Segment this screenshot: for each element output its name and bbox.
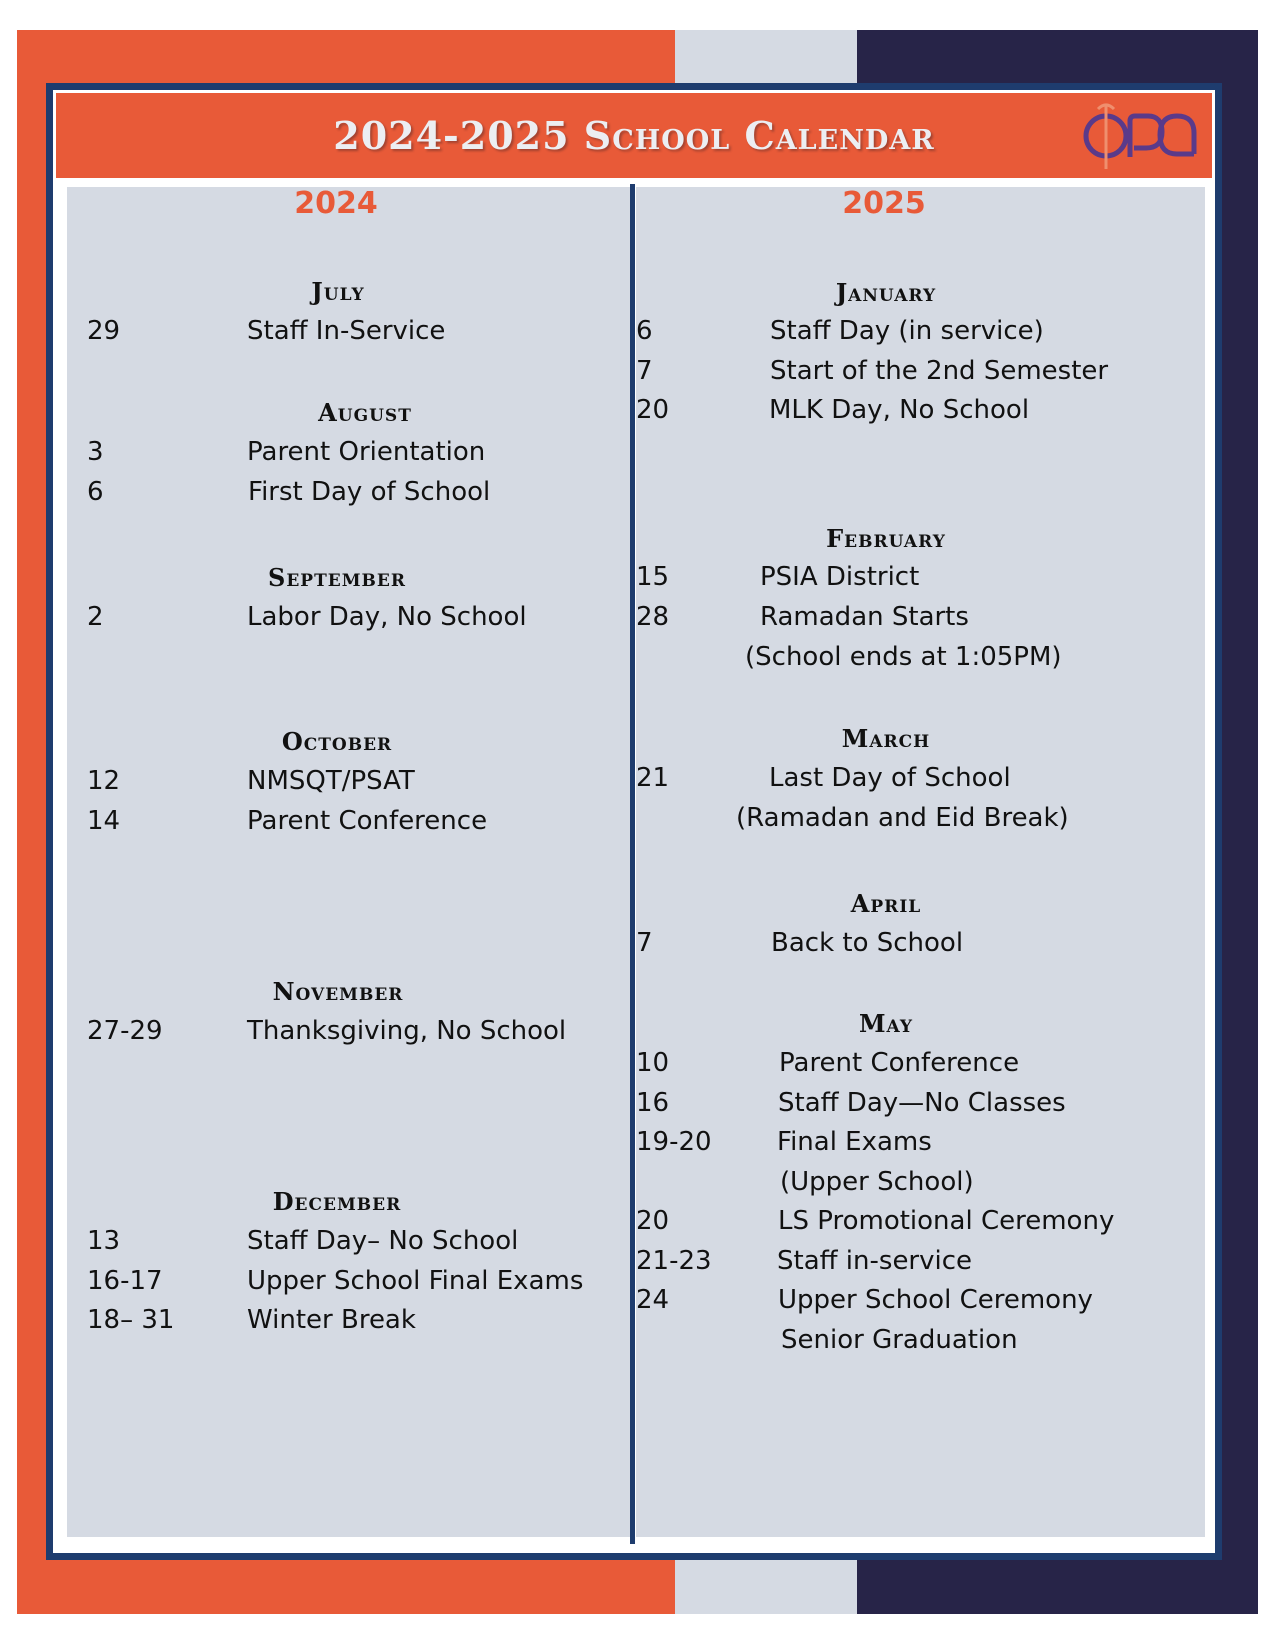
event-date: 6 [87,477,104,507]
event-date: 18– 31 [87,1305,175,1335]
event-date: 3 [87,437,104,467]
month-heading-december: December [272,1187,402,1216]
event-date: 27-29 [87,1016,163,1046]
event-note: (School ends at 1:05PM) [745,642,1062,672]
event-date: 28 [636,602,670,632]
event-description: Upper School Final Exams [247,1266,584,1296]
month-heading-february: February [826,524,946,553]
event-description: Staff Day– No School [247,1226,519,1256]
event-description: Ramadan Starts [760,602,969,632]
column-divider [630,184,635,1544]
event-date: 24 [636,1285,670,1315]
event-date: 13 [87,1226,121,1256]
month-heading-january: January [835,278,937,307]
event-description: Start of the 2nd Semester [770,356,1109,386]
month-heading-august: August [318,398,412,427]
event-note: Senior Graduation [781,1325,1018,1355]
event-description: Staff In-Service [247,316,446,346]
event-description: Staff Day (in service) [770,316,1044,346]
event-description: Parent Conference [247,806,488,836]
event-date: 19-20 [636,1127,712,1157]
event-date: 14 [87,806,121,836]
event-date: 20 [636,395,670,425]
month-heading-october: October [281,727,393,756]
event-description: Parent Conference [779,1048,1020,1078]
event-description: Staff Day—No Classes [778,1088,1066,1118]
event-date: 20 [636,1206,670,1236]
event-description: Staff in-service [777,1246,973,1276]
event-description: MLK Day, No School [769,395,1030,425]
event-date: 16 [636,1088,670,1118]
month-heading-may: May [858,1009,914,1038]
calendar-header [56,93,1212,178]
event-date: 10 [636,1048,670,1078]
event-description: Final Exams [777,1127,932,1157]
event-date: 12 [87,766,121,796]
event-description: First Day of School [248,477,491,507]
page-title: 2024-2025 School Calendar [333,113,935,158]
event-description: Back to School [771,928,964,958]
event-description: Winter Break [247,1305,416,1335]
event-date: 6 [636,316,653,346]
event-description: Labor Day, No School [247,602,527,632]
event-description: NMSQT/PSAT [247,766,415,796]
month-heading-march: March [841,724,931,753]
event-description: Thanksgiving, No School [247,1016,567,1046]
event-note: (Upper School) [780,1167,974,1197]
event-date: 15 [636,562,670,592]
event-date: 7 [636,356,653,386]
year-heading-2025: 2025 [842,186,926,221]
event-date: 7 [636,928,653,958]
event-date: 21 [636,763,670,793]
event-date: 16-17 [87,1266,163,1296]
event-description: Last Day of School [769,763,1011,793]
month-heading-september: September [268,563,406,592]
month-heading-july: July [311,277,365,306]
month-heading-april: April [850,889,922,918]
event-date: 29 [87,316,121,346]
event-description: Upper School Ceremony [778,1285,1093,1315]
event-description: Parent Orientation [247,437,486,467]
event-date: 21-23 [636,1246,712,1276]
event-description: PSIA District [760,562,920,592]
year-heading-2024: 2024 [294,186,378,221]
school-logo-icon [1078,99,1198,174]
event-description: LS Promotional Ceremony [778,1206,1115,1236]
month-heading-november: November [272,977,404,1006]
event-date: 2 [87,602,104,632]
event-note: (Ramadan and Eid Break) [736,803,1069,833]
